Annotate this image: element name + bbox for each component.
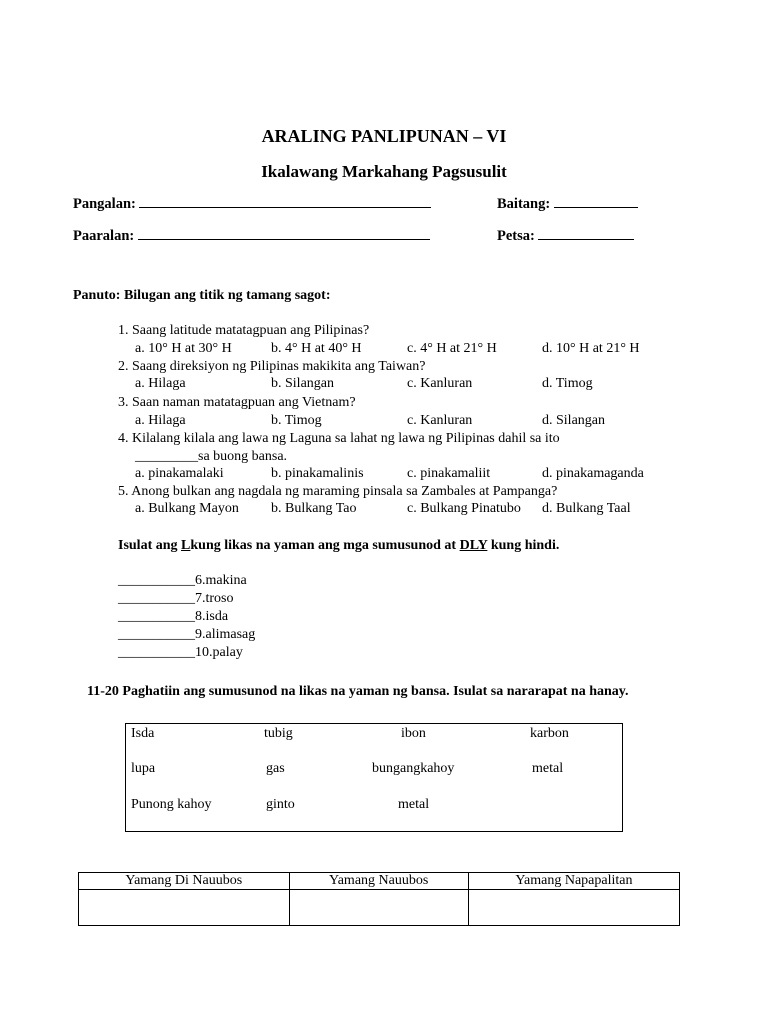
q3-choice-c[interactable]: c. Kanluran (407, 413, 473, 428)
table-header-row (79, 873, 680, 890)
part2-instruction (118, 538, 559, 554)
petsa-blank[interactable] (538, 227, 634, 240)
word-bank-item: metal (532, 761, 564, 776)
question-4: 4. Kilalang kilala ang lawa ng Laguna sa lahat ng lawa ng Pilipinas dahil sa ito (118, 431, 560, 446)
baitang-field (497, 195, 638, 213)
baitang-label: Baitang: (497, 196, 554, 212)
q3-choice-d[interactable]: d. Silangan (542, 413, 605, 428)
part2-instr-l: L (181, 538, 191, 553)
q3-choice-b[interactable]: b. Timog (271, 413, 322, 428)
q1-choice-d[interactable]: d. 10° H at 21° H (542, 341, 640, 356)
paaralan-label: Paaralan: (73, 228, 138, 244)
word-bank-item: lupa (131, 761, 156, 776)
part2-item-10[interactable]: ___________10.palay (118, 645, 243, 660)
q4-choice-c[interactable]: c. pinakamaliit (407, 466, 491, 481)
q1-choice-b[interactable]: b. 4° H at 40° H (271, 341, 362, 356)
answer-cell[interactable] (289, 890, 468, 926)
classification-table (78, 872, 680, 926)
question-2: 2. Saang direksiyon ng Pilipinas makikita ang Taiwan? (118, 359, 426, 374)
column-header: Yamang Nauubos (289, 873, 468, 890)
q3-choice-a[interactable]: a. Hilaga (135, 413, 186, 428)
question-1: 1. Saang latitude matatagpuan ang Pilipinas? (118, 323, 370, 338)
q5-choice-c[interactable]: c. Bulkang Pinatubo (407, 501, 521, 516)
question-3: 3. Saan naman matatagpuan ang Vietnam? (118, 395, 356, 410)
column-header: Yamang Di Nauubos (79, 873, 290, 890)
q4-choice-a[interactable]: a. pinakamalaki (135, 466, 224, 481)
answer-cell[interactable] (79, 890, 290, 926)
petsa-label: Petsa: (497, 228, 539, 244)
q1-choice-a[interactable]: a. 10° H at 30° H (135, 341, 232, 356)
question-5: 5. Anong bulkan ang nagdala ng maraming pinsala sa Zambales at Pampanga? (118, 484, 558, 499)
column-header: Yamang Napapalitan (468, 873, 679, 890)
q2-choice-c[interactable]: c. Kanluran (407, 376, 473, 391)
q5-choice-d[interactable]: d. Bulkang Taal (542, 501, 631, 516)
part2-item-7[interactable]: ___________7.troso (118, 591, 234, 606)
part2-item-6[interactable]: ___________6.makina (118, 573, 247, 588)
word-bank-item: ginto (266, 797, 295, 812)
part2-item-9[interactable]: ___________9.alimasag (118, 627, 256, 642)
q2-choice-d[interactable]: d. Timog (542, 376, 593, 391)
page-subtitle: Ikalawang Markahang Pagsusulit (261, 162, 507, 181)
q1-choice-c[interactable]: c. 4° H at 21° H (407, 341, 497, 356)
q5-choice-b[interactable]: b. Bulkang Tao (271, 501, 357, 516)
page-title: ARALING PANLIPUNAN – VI (261, 126, 507, 146)
word-bank-item: gas (266, 761, 285, 776)
part2-instr-dly: DLY (459, 538, 488, 553)
word-bank-item: tubig (264, 726, 293, 741)
word-bank-item: metal (398, 797, 430, 812)
question-4-continued: _________sa buong bansa. (135, 449, 288, 464)
pangalan-field (73, 195, 431, 213)
part2-instr-post: kung hindi. (487, 538, 560, 553)
part2-instr-pre: Isulat ang (118, 538, 182, 553)
word-bank-item: bungangkahoy (372, 761, 455, 776)
petsa-field (497, 227, 634, 245)
word-bank-item: ibon (401, 726, 426, 741)
pangalan-label: Pangalan: (73, 196, 140, 212)
q2-choice-b[interactable]: b. Silangan (271, 376, 334, 391)
paaralan-field (73, 227, 430, 245)
q5-choice-a[interactable]: a. Bulkang Mayon (135, 501, 239, 516)
part3-instruction: 11-20 Paghatiin ang sumusunod na likas na yaman ng bansa. Isulat sa nararapat na hanay. (87, 684, 629, 699)
q2-choice-a[interactable]: a. Hilaga (135, 376, 186, 391)
paaralan-blank[interactable] (138, 227, 430, 240)
part1-instruction: Panuto: Bilugan ang titik ng tamang sagot: (73, 288, 331, 303)
part2-instr-mid: kung likas na yaman ang mga sumusunod at (190, 538, 460, 553)
q4-choice-b[interactable]: b. pinakamalinis (271, 466, 364, 481)
q4-choice-d[interactable]: d. pinakamaganda (542, 466, 644, 481)
answer-cell[interactable] (468, 890, 679, 926)
word-bank-item: karbon (530, 726, 569, 741)
table-row (79, 890, 680, 926)
word-bank-item: Punong kahoy (131, 797, 212, 812)
pangalan-blank[interactable] (139, 195, 431, 208)
word-bank-item: Isda (131, 726, 155, 741)
baitang-blank[interactable] (554, 195, 638, 208)
part2-item-8[interactable]: ___________8.isda (118, 609, 229, 624)
word-bank-box (125, 723, 623, 832)
